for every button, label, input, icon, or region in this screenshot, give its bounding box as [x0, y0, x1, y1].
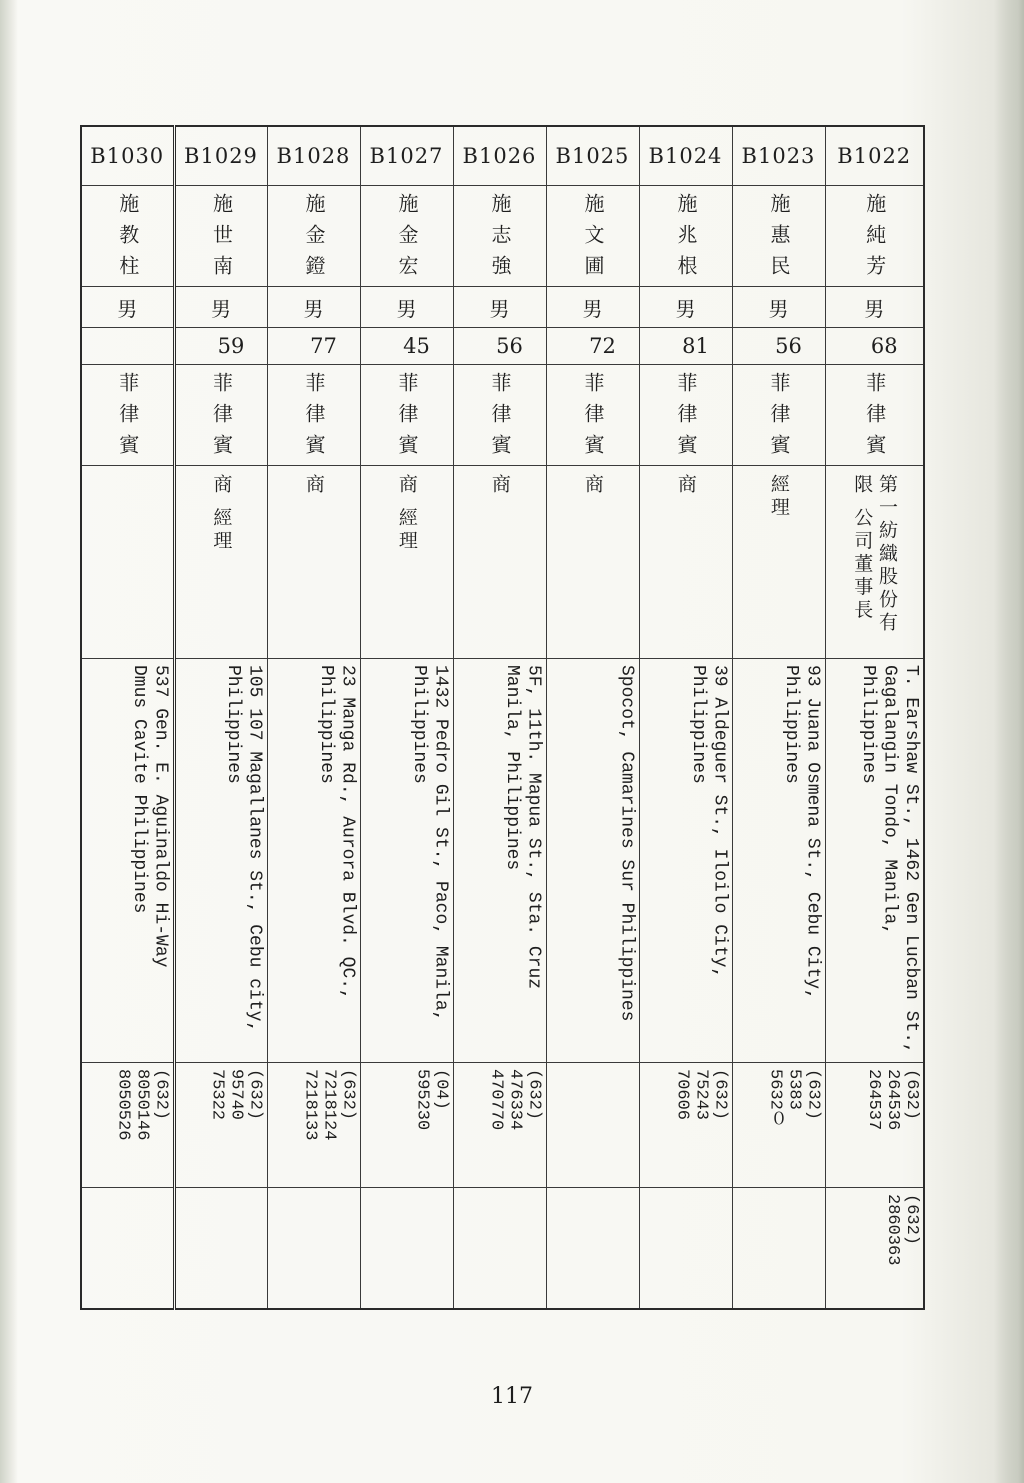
cell-code — [546, 126, 639, 186]
cell-code — [639, 126, 732, 186]
cell-occupation — [360, 466, 453, 659]
person-age: 81 — [682, 334, 709, 358]
person-occupation: 經理 — [767, 474, 790, 520]
cell-fax — [267, 1188, 360, 1310]
person-occupation: 商 — [674, 474, 697, 497]
row-telephone — [81, 1063, 924, 1188]
person-nationality: 菲律賓 — [115, 372, 140, 465]
cell-telephone — [81, 1063, 174, 1188]
cell-age — [825, 328, 924, 365]
cell-fax — [360, 1188, 453, 1310]
cell-fax — [825, 1188, 924, 1310]
person-nationality: 菲律賓 — [302, 372, 326, 465]
cell-telephone — [639, 1063, 732, 1188]
cell-address — [639, 659, 732, 1063]
row-nationality — [81, 365, 924, 466]
cell-sex — [825, 287, 924, 328]
person-nationality: 菲律賓 — [674, 372, 698, 465]
person-occupation: 商 — [302, 474, 325, 497]
person-sex: 男 — [675, 296, 696, 321]
record-code: B1023 — [741, 144, 816, 168]
person-sex: 男 — [582, 296, 603, 321]
cell-name — [453, 186, 546, 287]
cell-address — [732, 659, 825, 1063]
cell-fax — [453, 1188, 546, 1310]
person-nationality: 菲律賓 — [395, 372, 419, 465]
cell-nationality — [453, 365, 546, 466]
person-telephone: (632) 75243 70606 — [672, 1069, 730, 1121]
cell-occupation — [825, 466, 924, 659]
cell-nationality — [825, 365, 924, 466]
page-outer-rim — [994, 0, 1024, 1483]
cell-occupation — [546, 466, 639, 659]
record-code: B1029 — [184, 144, 258, 168]
cell-occupation — [453, 466, 546, 659]
record-code: B1030 — [90, 144, 165, 168]
person-sex: 男 — [864, 296, 885, 321]
person-telephone: (632) 5383 5632０ — [765, 1069, 823, 1127]
cell-age — [360, 328, 453, 365]
person-fax: (632) 2860363 — [882, 1194, 921, 1266]
person-name: 施教柱 — [115, 193, 140, 286]
person-age: 56 — [775, 334, 802, 358]
person-name: 施金宏 — [395, 193, 419, 286]
cell-name — [360, 186, 453, 287]
person-name: 施文圃 — [581, 193, 605, 286]
person-telephone: (632) 7218124 7218133 — [300, 1069, 358, 1141]
cell-name — [732, 186, 825, 287]
person-nationality: 菲律賓 — [862, 372, 887, 465]
cell-address — [360, 659, 453, 1063]
cell-name — [174, 186, 267, 287]
person-telephone: (632) 95740 75322 — [207, 1069, 265, 1121]
record-code: B1026 — [462, 144, 537, 168]
cell-age — [453, 328, 546, 365]
record-code: B1027 — [369, 144, 444, 168]
person-occupation: 商 經理 — [395, 474, 418, 554]
cell-age — [174, 328, 267, 365]
cell-address — [81, 659, 174, 1063]
cell-age — [546, 328, 639, 365]
cell-telephone — [360, 1063, 453, 1188]
cell-occupation — [174, 466, 267, 659]
cell-telephone — [732, 1063, 825, 1188]
cell-nationality — [174, 365, 267, 466]
person-nationality: 菲律賓 — [581, 372, 605, 465]
person-address: 93 Juana Osmena St., Cebu City, Philippines — [780, 665, 823, 1000]
cell-nationality — [267, 365, 360, 466]
cell-name — [639, 186, 732, 287]
person-telephone: (632) 476334 470770 — [486, 1069, 544, 1131]
cell-address — [453, 659, 546, 1063]
person-sex: 男 — [211, 296, 231, 321]
cell-occupation — [267, 466, 360, 659]
person-address: 1432 Pedro Gil St., Paco, Manila, Philippines — [408, 665, 451, 1022]
row-fax — [81, 1188, 924, 1310]
person-age: 45 — [403, 334, 430, 358]
row-sex — [81, 287, 924, 328]
cell-fax — [639, 1188, 732, 1310]
cell-sex — [732, 287, 825, 328]
cell-telephone — [267, 1063, 360, 1188]
cell-code — [360, 126, 453, 186]
person-address: 5F, 11th. Mapua St., Sta. Cruz Manila, Philippines — [501, 665, 544, 990]
person-nationality: 菲律賓 — [488, 372, 512, 465]
cell-code — [267, 126, 360, 186]
person-address: 537 Gen. E. Aguinaldo Hi-Way Dmus Cavite Philippines — [128, 665, 171, 968]
record-code: B1028 — [276, 144, 351, 168]
cell-nationality — [546, 365, 639, 466]
person-nationality: 菲律賓 — [767, 372, 791, 465]
cell-code — [81, 126, 174, 186]
person-telephone: (04) 595230 — [412, 1069, 451, 1131]
cell-name — [546, 186, 639, 287]
person-name: 施世南 — [209, 193, 234, 286]
cell-code — [825, 126, 924, 186]
record-code: B1025 — [555, 144, 630, 168]
cell-telephone — [174, 1063, 267, 1188]
person-address: 23 Manga Rd., Aurora Blvd. QC., Philippines — [315, 665, 358, 1000]
cell-name — [81, 186, 174, 287]
person-occupation: 第一紡織股份有限 公司董事長 — [851, 474, 898, 635]
person-age: 56 — [496, 334, 523, 358]
cell-fax — [174, 1188, 267, 1310]
cell-name — [825, 186, 924, 287]
person-occupation: 商 — [581, 474, 604, 497]
person-age: 72 — [589, 334, 616, 358]
person-sex: 男 — [303, 296, 324, 321]
cell-fax — [81, 1188, 174, 1310]
cell-address — [267, 659, 360, 1063]
cell-sex — [360, 287, 453, 328]
person-sex: 男 — [117, 296, 138, 321]
row-code — [81, 126, 924, 186]
cell-age — [732, 328, 825, 365]
person-name: 施純芳 — [862, 193, 887, 286]
person-address: 39 Aldeguer St., Iloilo City, Philippines — [687, 665, 730, 979]
page-binding-edge — [0, 0, 18, 1483]
cell-occupation — [639, 466, 732, 659]
cell-fax — [732, 1188, 825, 1310]
cell-nationality — [360, 365, 453, 466]
person-name: 施金鐙 — [302, 193, 326, 286]
cell-code — [174, 126, 267, 186]
record-code: B1024 — [648, 144, 723, 168]
person-address: T. Earshaw St., 1462 Gen Lucban St., Gagalangin Tondo, Manila, Philippines — [857, 665, 921, 1054]
person-name: 施兆根 — [674, 193, 698, 286]
record-code: B1022 — [837, 144, 912, 168]
person-occupation: 商 — [488, 474, 511, 497]
cell-address — [546, 659, 639, 1063]
person-name: 施志強 — [488, 193, 512, 286]
cell-nationality — [639, 365, 732, 466]
person-telephone: (632) 8050146 8050526 — [113, 1069, 171, 1141]
cell-name — [267, 186, 360, 287]
row-age — [81, 328, 924, 365]
person-age: 59 — [217, 334, 245, 358]
registry-table — [80, 125, 925, 1310]
cell-sex — [639, 287, 732, 328]
cell-fax — [546, 1188, 639, 1310]
person-occupation: 商 經理 — [210, 474, 233, 554]
person-sex: 男 — [768, 296, 789, 321]
cell-nationality — [732, 365, 825, 466]
person-sex: 男 — [396, 296, 417, 321]
person-age: 77 — [310, 334, 337, 358]
cell-age — [81, 328, 174, 365]
page-number: 117 — [491, 1384, 533, 1409]
person-name: 施惠民 — [767, 193, 791, 286]
person-telephone: (632) 264536 264537 — [863, 1069, 921, 1131]
cell-address — [174, 659, 267, 1063]
cell-occupation — [732, 466, 825, 659]
person-age — [117, 334, 137, 358]
person-address: Spocot, Camarines Sur Philippines — [616, 665, 637, 1022]
cell-age — [267, 328, 360, 365]
row-name — [81, 186, 924, 287]
cell-age — [639, 328, 732, 365]
cell-nationality — [81, 365, 174, 466]
cell-sex — [267, 287, 360, 328]
cell-sex — [174, 287, 267, 328]
cell-address — [825, 659, 924, 1063]
person-nationality: 菲律賓 — [209, 372, 234, 465]
cell-code — [453, 126, 546, 186]
cell-telephone — [546, 1063, 639, 1188]
row-occupation — [81, 466, 924, 659]
cell-sex — [546, 287, 639, 328]
cell-occupation — [81, 466, 174, 659]
person-sex: 男 — [489, 296, 510, 321]
cell-sex — [453, 287, 546, 328]
cell-code — [732, 126, 825, 186]
person-address: 105 107 Magallanes St., Cebu city, Philippines — [222, 665, 265, 1033]
cell-telephone — [825, 1063, 924, 1188]
cell-telephone — [453, 1063, 546, 1188]
person-age: 68 — [870, 334, 898, 358]
cell-sex — [81, 287, 174, 328]
row-address — [81, 659, 924, 1063]
